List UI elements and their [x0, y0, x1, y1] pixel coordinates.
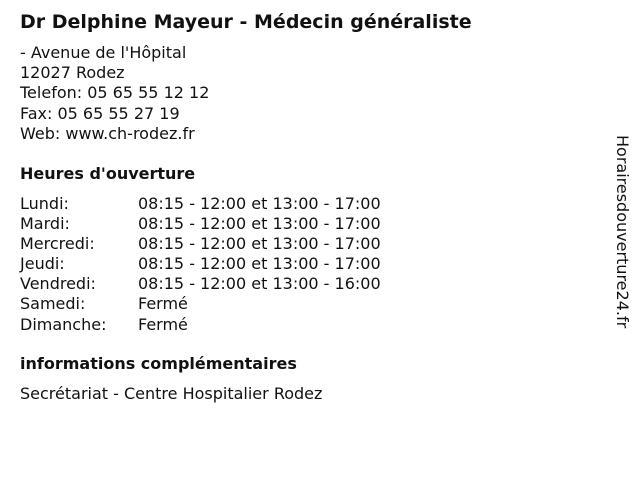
- time-range: Fermé: [138, 314, 188, 334]
- page-title: Dr Delphine Mayeur - Médecin généraliste: [20, 11, 472, 33]
- day-label: Jeudi:: [20, 254, 65, 274]
- time-range: 08:15 - 12:00 et 13:00 - 17:00: [138, 214, 381, 234]
- time-range: 08:15 - 12:00 et 13:00 - 17:00: [138, 254, 381, 274]
- info-text: Secrétariat - Centre Hospitalier Rodez: [20, 384, 323, 403]
- hours-row-tuesday: [20, 214, 381, 234]
- day-label: Samedi:: [20, 294, 86, 314]
- hours-heading: Heures d'ouverture: [20, 164, 196, 183]
- day-label: Dimanche:: [20, 314, 107, 334]
- hours-row-monday: [20, 194, 381, 214]
- info-heading: informations complémentaires: [20, 354, 297, 373]
- time-range: 08:15 - 12:00 et 13:00 - 16:00: [138, 274, 381, 294]
- day-label: Vendredi:: [20, 274, 96, 294]
- time-range: Fermé: [138, 294, 188, 314]
- contact-block: [20, 43, 209, 144]
- hours-row-sunday: [20, 315, 381, 335]
- address-city: 12027 Rodez: [20, 63, 125, 83]
- site-watermark: Horairesdouverture24.fr: [613, 135, 632, 329]
- hours-row-saturday: [20, 294, 381, 314]
- website: Web: www.ch-rodez.fr: [20, 123, 195, 143]
- address-street: - Avenue de l'Hôpital: [20, 43, 187, 62]
- hours-row-wednesday: [20, 234, 381, 254]
- hours-row-thursday: [20, 254, 381, 274]
- hours-row-friday: [20, 274, 381, 294]
- day-label: Mercredi:: [20, 234, 95, 254]
- time-range: 08:15 - 12:00 et 13:00 - 17:00: [138, 234, 381, 254]
- day-label: Lundi:: [20, 194, 69, 213]
- day-label: Mardi:: [20, 214, 70, 234]
- time-range: 08:15 - 12:00 et 13:00 - 17:00: [138, 194, 381, 213]
- opening-hours-table: [20, 194, 381, 335]
- phone-number: Telefon: 05 65 55 12 12: [20, 83, 210, 103]
- fax-number: Fax: 05 65 55 27 19: [20, 103, 180, 123]
